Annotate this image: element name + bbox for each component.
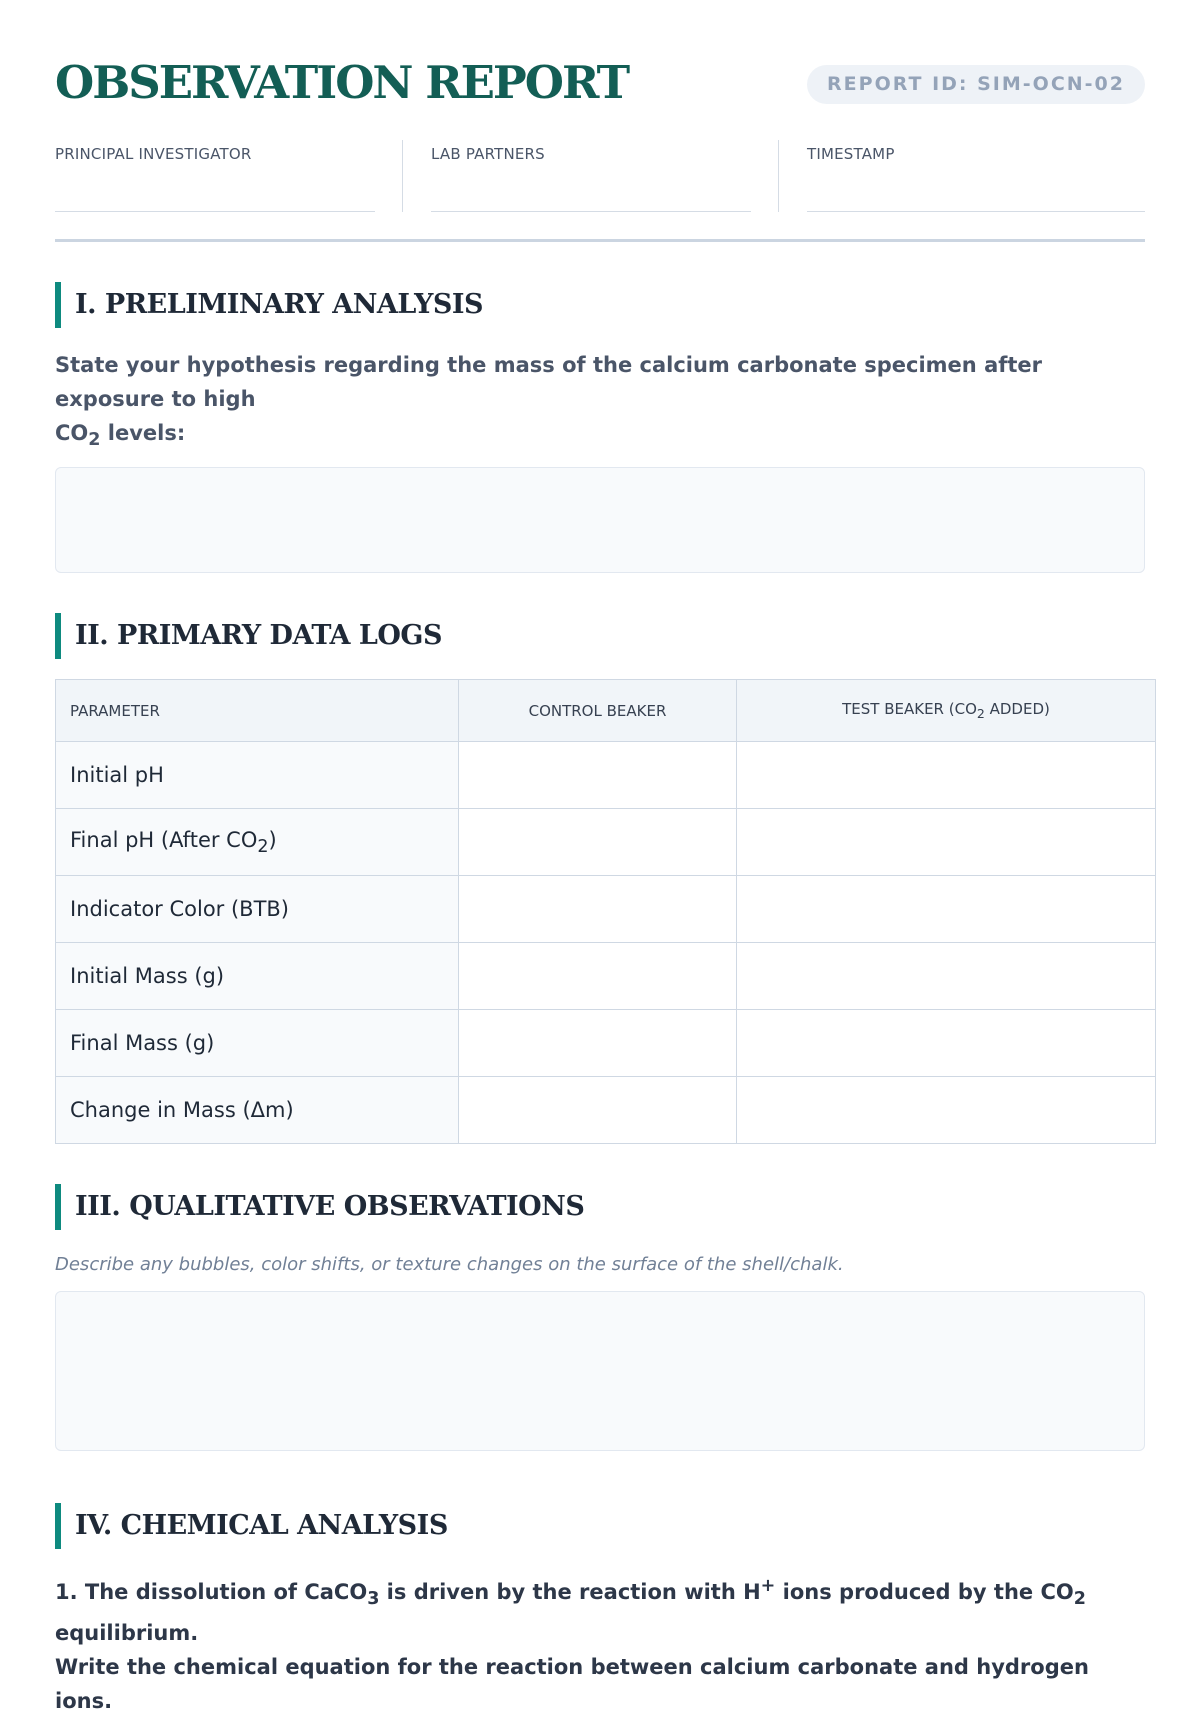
page-title: OBSERVATION REPORT bbox=[55, 56, 629, 109]
column-header-control: CONTROL BEAKER bbox=[459, 680, 737, 742]
test-beaker-cell[interactable] bbox=[737, 876, 1156, 943]
question-text: Write the chemical equation for the reaction between calcium carbonate and hydrogen ions. bbox=[55, 1655, 1089, 1714]
parameter-name bbox=[56, 876, 459, 943]
lab-partners-label: LAB PARTNERS bbox=[431, 145, 545, 163]
meta-divider bbox=[778, 140, 779, 212]
section-heading-preliminary bbox=[55, 282, 1145, 328]
parameter-text: ) bbox=[268, 827, 277, 852]
table-row bbox=[56, 742, 1156, 809]
principal-investigator-field[interactable] bbox=[55, 140, 375, 212]
table-header-row bbox=[56, 680, 1156, 742]
section-title: I. PRELIMINARY ANALYSIS bbox=[75, 289, 484, 320]
control-beaker-cell[interactable] bbox=[459, 809, 737, 876]
test-beaker-cell[interactable] bbox=[737, 1010, 1156, 1077]
section-title: III. QUALITATIVE OBSERVATIONS bbox=[75, 1191, 585, 1223]
control-beaker-cell[interactable] bbox=[459, 1077, 737, 1144]
test-beaker-cell[interactable] bbox=[737, 742, 1156, 809]
section-heading-chemical bbox=[55, 1503, 1145, 1549]
observation-answer-box[interactable] bbox=[55, 1291, 1145, 1451]
section-title: II. PRIMARY DATA LOGS bbox=[75, 620, 442, 652]
header-text: ADDED) bbox=[984, 700, 1050, 719]
column-header-test bbox=[737, 680, 1156, 742]
table-row bbox=[56, 809, 1156, 876]
prompt-text: State your hypothesis regarding the mass of the calcium carbonate specimen after exposure to high bbox=[55, 353, 1043, 411]
meta-divider bbox=[402, 140, 403, 212]
question-text: ions produced by the CO bbox=[775, 1580, 1074, 1605]
parameter-name bbox=[56, 943, 459, 1010]
test-beaker-cell[interactable] bbox=[737, 1077, 1156, 1144]
timestamp-label: TIMESTAMP bbox=[807, 145, 895, 163]
parameter-text: Indicator Color (BTB) bbox=[70, 897, 290, 922]
report-header bbox=[55, 0, 1145, 140]
question-1 bbox=[55, 1569, 1145, 1718]
test-beaker-cell[interactable] bbox=[737, 809, 1156, 876]
parameter-text: Change in Mass (Δm) bbox=[70, 1098, 294, 1123]
timestamp-field[interactable] bbox=[807, 140, 1145, 212]
observation-hint: Describe any bubbles, color shifts, or texture changes on the surface of the shell/chalk. bbox=[55, 1254, 844, 1276]
parameter-text: Initial pH bbox=[70, 763, 164, 788]
report-id-badge: REPORT ID: SIM-OCN-02 bbox=[807, 65, 1145, 104]
control-beaker-cell[interactable] bbox=[459, 943, 737, 1010]
table-row bbox=[56, 1077, 1156, 1144]
prompt-text: CO bbox=[55, 421, 89, 445]
meta-fields bbox=[55, 140, 1145, 242]
control-beaker-cell[interactable] bbox=[459, 1010, 737, 1077]
superscript: + bbox=[760, 1576, 776, 1597]
parameter-text: Final pH (After CO bbox=[70, 827, 258, 852]
data-log-table bbox=[55, 679, 1156, 1144]
subscript: 3 bbox=[367, 1589, 380, 1610]
hypothesis-answer-box[interactable] bbox=[55, 467, 1145, 573]
control-beaker-cell[interactable] bbox=[459, 876, 737, 943]
question-text: is driven by the reaction with H bbox=[379, 1580, 761, 1605]
parameter-name bbox=[56, 1010, 459, 1077]
question-text: equilibrium. bbox=[55, 1621, 199, 1646]
parameter-text: Initial Mass (g) bbox=[70, 964, 225, 989]
subscript: 2 bbox=[976, 706, 985, 722]
parameter-text: Final Mass (g) bbox=[70, 1031, 215, 1056]
subscript: 2 bbox=[88, 430, 101, 451]
table-row bbox=[56, 1010, 1156, 1077]
subscript: 2 bbox=[1073, 1589, 1086, 1610]
parameter-name bbox=[56, 1077, 459, 1144]
hypothesis-prompt bbox=[55, 348, 1145, 457]
question-text: 1. The dissolution of CaCO bbox=[55, 1580, 368, 1605]
lab-partners-field[interactable] bbox=[431, 140, 751, 212]
control-beaker-cell[interactable] bbox=[459, 742, 737, 809]
parameter-name bbox=[56, 742, 459, 809]
test-beaker-cell[interactable] bbox=[737, 943, 1156, 1010]
header-text: TEST BEAKER (CO bbox=[842, 700, 977, 719]
table-row bbox=[56, 943, 1156, 1010]
prompt-text: levels: bbox=[100, 421, 186, 445]
section-heading-data-logs bbox=[55, 613, 1145, 659]
principal-investigator-label: PRINCIPAL INVESTIGATOR bbox=[55, 145, 252, 163]
section-heading-qualitative bbox=[55, 1184, 1145, 1230]
parameter-name bbox=[56, 809, 459, 876]
table-row bbox=[56, 876, 1156, 943]
subscript: 2 bbox=[257, 836, 269, 857]
column-header-parameter: PARAMETER bbox=[56, 680, 459, 742]
section-title: IV. CHEMICAL ANALYSIS bbox=[75, 1510, 448, 1542]
